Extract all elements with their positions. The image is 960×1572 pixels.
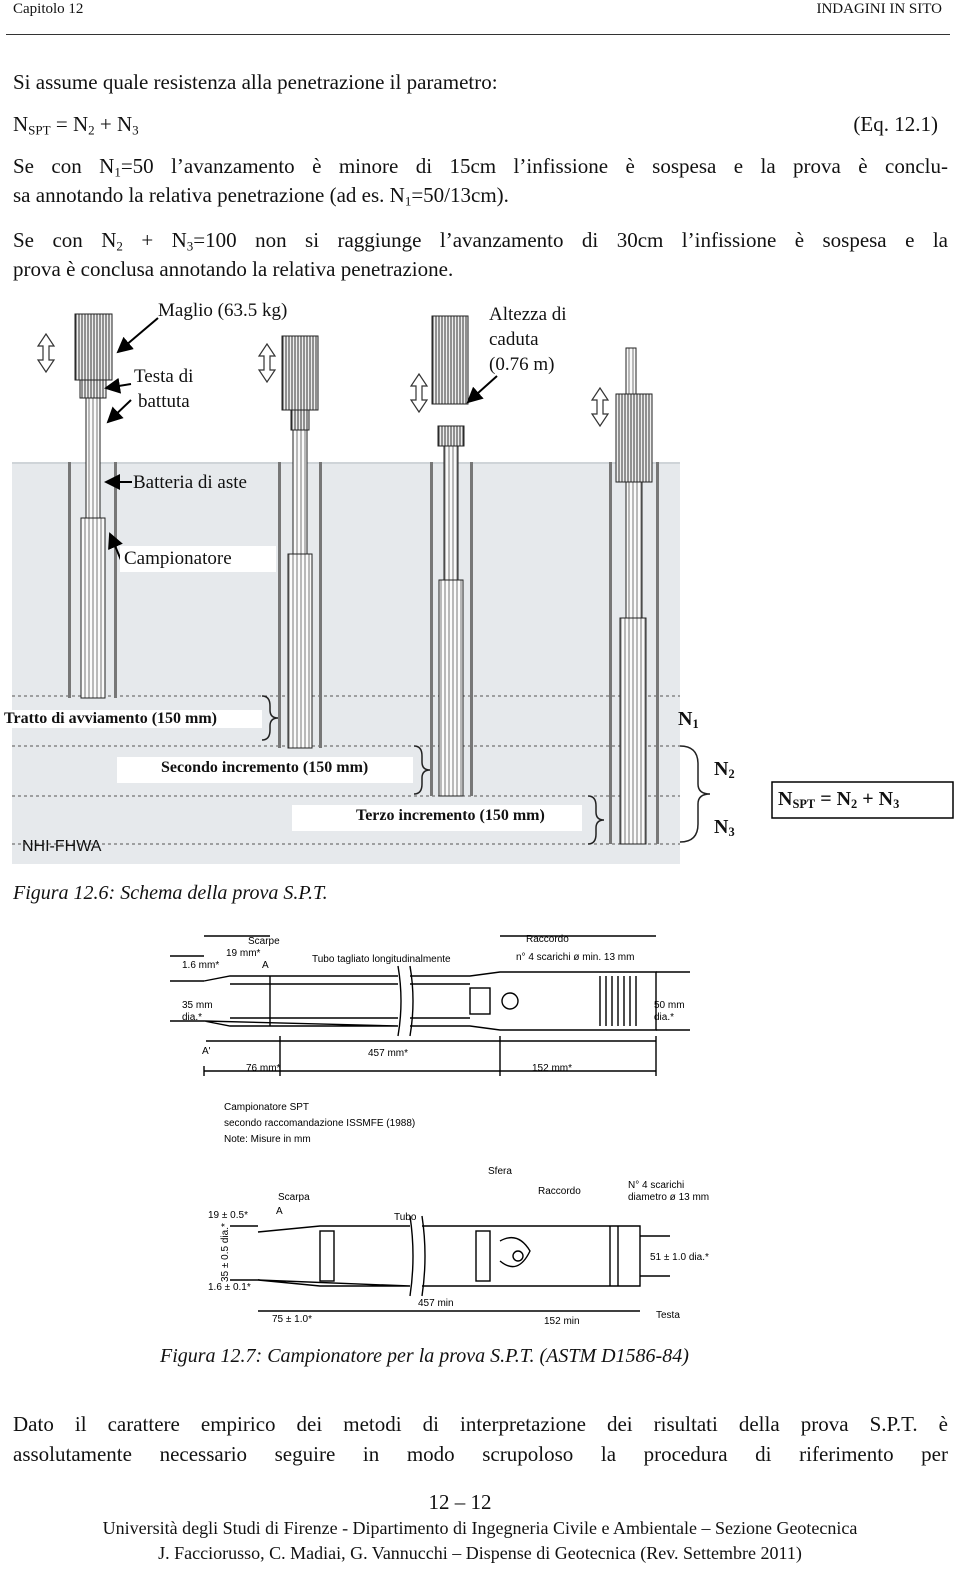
header-chapter: Capitolo 12 — [13, 1, 84, 17]
svg-text:19 mm*: 19 mm* — [226, 948, 261, 959]
intro-text: Si assume quale resistenza alla penetrazione il parametro: — [13, 70, 498, 94]
label-altezza-2: caduta — [489, 329, 539, 350]
svg-text:457 min: 457 min — [418, 1298, 454, 1309]
svg-text:1.6 mm*: 1.6 mm* — [182, 960, 220, 971]
soil-area — [12, 462, 680, 864]
label-nspt: $N_{SPT} = N_2 + N_3$ — [778, 788, 900, 812]
svg-text:Raccordo: Raccordo — [538, 1186, 581, 1197]
closing-line-2: assolutamente necessario seguire in modo scrupoloso la procedura di riferimento per — [13, 1442, 948, 1466]
svg-text:35 mm: 35 mm — [182, 1000, 213, 1011]
header-section: INDAGINI IN SITO — [816, 1, 942, 17]
label-tratto: Tratto di avviamento (150 mm) — [2, 710, 262, 728]
svg-text:Scarpa: Scarpa — [278, 1192, 310, 1203]
svg-text:secondo raccomandazione ISSMFE: secondo raccomandazione ISSMFE (1988) — [224, 1118, 416, 1129]
label-testa-2: battuta — [138, 391, 190, 412]
svg-text:457 mm*: 457 mm* — [368, 1048, 409, 1059]
label-testa-1: Testa di — [134, 366, 194, 387]
page-number: 12 – 12 — [428, 1490, 492, 1514]
equation: $N_{SPT} = N_2 + N_3$ — [13, 112, 139, 138]
svg-text:A: A — [262, 960, 269, 971]
header-rule — [6, 34, 950, 35]
svg-text:N° 4 scarichi: N° 4 scarichi — [628, 1180, 685, 1191]
equation-number: (Eq. 12.1) — [853, 112, 938, 136]
label-batteria: Batteria di aste — [133, 472, 247, 493]
svg-text:A': A' — [202, 1046, 211, 1057]
sampler-lower — [230, 1216, 670, 1311]
svg-text:Tubo tagliato longitudinalment: Tubo tagliato longitudinalmente — [312, 954, 451, 965]
svg-text:Tubo: Tubo — [394, 1212, 417, 1223]
svg-text:76 mm*: 76 mm* — [246, 1063, 281, 1074]
svg-text:Sfera: Sfera — [488, 1166, 512, 1177]
label-altezza-3: (0.76 m) — [489, 354, 555, 375]
paragraph-1-line-2: sa annotando la relativa penetrazione (ad es. $N_1=50/13cm$). — [13, 183, 509, 209]
label-n3: $N_3$ — [714, 816, 735, 840]
svg-text:35 ± 0.5 dia.*: 35 ± 0.5 dia.* — [220, 1223, 231, 1282]
figure-12-7-caption: Figura 12.7: Campionatore per la prova S.P.T. (ASTM D1586-84) — [160, 1345, 689, 1367]
footer-line-2: J. Facciorusso, C. Madiai, G. Vannucchi – Dispense di Geotecnica (Rev. Settembre 2011) — [158, 1543, 802, 1563]
svg-text:Scarpe: Scarpe — [248, 936, 280, 947]
svg-text:75 ± 1.0*: 75 ± 1.0* — [272, 1314, 312, 1325]
svg-text:n° 4 scarichi ø min. 13 mm: n° 4 scarichi ø min. 13 mm — [516, 952, 635, 963]
label-altezza-1: Altezza di — [489, 304, 567, 325]
svg-text:152 mm*: 152 mm* — [532, 1063, 573, 1074]
lower-labels — [208, 1166, 709, 1326]
label-credit: NHI-FHWA — [22, 838, 102, 855]
label-terzo: Terzo incremento (150 mm) — [292, 805, 582, 831]
label-secondo: Secondo incremento (150 mm) — [117, 757, 413, 783]
label-n2: $N_2$ — [714, 758, 735, 782]
svg-text:A: A — [276, 1206, 283, 1217]
label-n1: $N_1$ — [678, 708, 699, 732]
svg-text:1.6 ± 0.1*: 1.6 ± 0.1* — [208, 1282, 251, 1293]
figure-12-6-caption: Figura 12.6: Schema della prova S.P.T. — [13, 882, 328, 904]
figure-spt-schema — [0, 296, 960, 868]
svg-text:diametro ø 13 mm: diametro ø 13 mm — [628, 1192, 710, 1203]
svg-text:Testa: Testa — [656, 1310, 680, 1321]
figure-sampler-drawings — [170, 926, 730, 1326]
upper-labels — [182, 934, 685, 1145]
label-maglio: Maglio (63.5 kg) — [158, 300, 288, 321]
paragraph-2-line-1: Se con $N_2 + N_3=100$ non si raggiunge l’avanzamento di 30cm l’infissione è sospesa e la — [13, 228, 948, 254]
svg-text:152 min: 152 min — [544, 1316, 580, 1326]
svg-text:19 ± 0.5*: 19 ± 0.5* — [208, 1210, 248, 1221]
sampler-drawings — [170, 926, 730, 1326]
svg-text:Note: Misure in mm: Note: Misure in mm — [224, 1134, 311, 1145]
svg-text:50 mm: 50 mm — [654, 1000, 685, 1011]
label-campionatore: Campionatore — [120, 546, 276, 572]
svg-text:51 ± 1.0 dia.*: 51 ± 1.0 dia.* — [650, 1252, 709, 1263]
svg-text:dia.*: dia.* — [654, 1012, 675, 1023]
paragraph-2-line-2: prova è conclusa annotando la relativa penetrazione. — [13, 257, 454, 281]
svg-text:Raccordo: Raccordo — [526, 934, 569, 945]
closing-line-1: Dato il carattere empirico dei metodi di interpretazione dei risultati della prova S.P.T. è — [13, 1412, 948, 1436]
svg-text:Campionatore SPT: Campionatore SPT — [224, 1102, 310, 1113]
svg-text:dia.*: dia.* — [182, 1012, 203, 1023]
paragraph-1-line-1: Se con $N_1=50$ l’avanzamento è minore di 15cm l’infissione è sospesa e la prova è conclu- — [13, 154, 948, 180]
footer-line-1: Università degli Studi di Firenze - Dipartimento di Ingegneria Civile e Ambientale – Sezione Geotecnica — [102, 1518, 858, 1538]
